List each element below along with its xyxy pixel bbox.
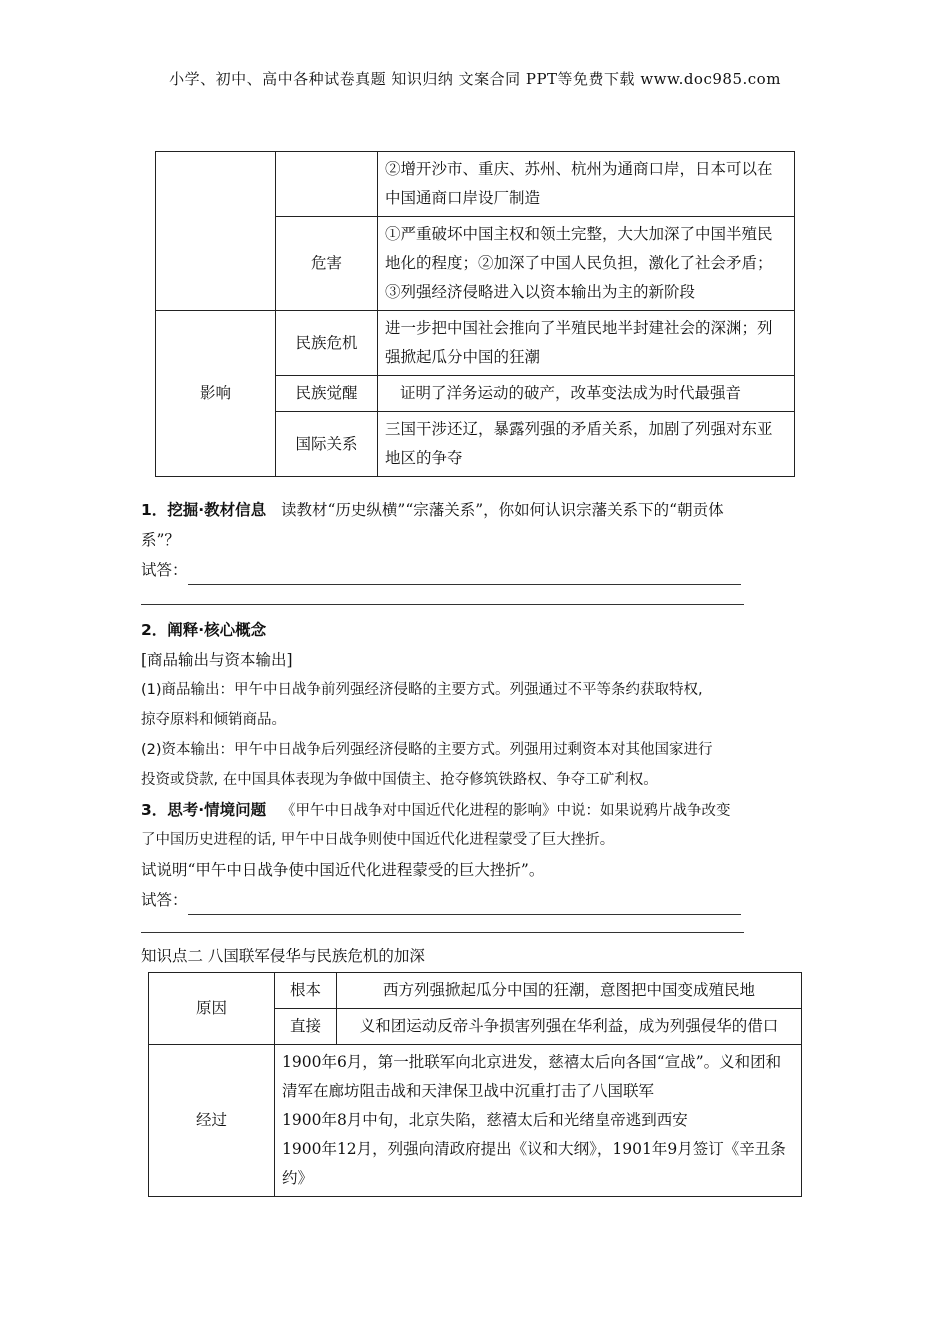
- table-cell: ②增开沙市、重庆、苏州、杭州为通商口岸，日本可以在中国通商口岸设厂制造: [378, 152, 795, 217]
- eight-nation-alliance-table: [148, 972, 802, 1197]
- table-cell: 义和团运动反帝斗争损害列强在华利益，成为列强侵华的借口: [337, 1009, 802, 1045]
- table-row: [149, 973, 802, 1009]
- question-1-line: [141, 496, 724, 525]
- question-3-text: 《甲午中日战争对中国近代化进程的影响》中说：如果说鸦片战争改变: [280, 803, 731, 819]
- answer-label: 试答：: [141, 891, 188, 909]
- table-cell-label: 民族危机: [276, 311, 378, 376]
- treaty-table: [155, 151, 795, 477]
- table-cell: 进一步把中国社会推向了半殖民地半封建社会的深渊；列强掀起瓜分中国的狂潮: [378, 311, 795, 376]
- paragraph-line: (1)商品输出：甲午中日战争前列强经济侵略的主要方式。列强通过不平等条约获取特权,: [141, 682, 703, 698]
- table-cell-label: 危害: [276, 217, 378, 311]
- question-3-prompt: 试说明“甲午中日战争使中国近代化进程蒙受的巨大挫折”。: [141, 861, 545, 879]
- answer-blank-line[interactable]: [141, 604, 744, 605]
- question-1-text: 读教材“历史纵横”“宗藩关系”，你如何认识宗藩关系下的“朝贡体: [280, 501, 724, 519]
- table-cell-label: 原因: [149, 973, 275, 1045]
- answer-line-1: [141, 556, 741, 585]
- question-2-subtitle: [商品输出与资本输出]: [141, 651, 293, 669]
- table-cell-label: 国际关系: [276, 412, 378, 477]
- table-cell: 证明了洋务运动的破产，改革变法成为时代最强音: [378, 376, 795, 412]
- paragraph-line: 投资或贷款, 在中国具体表现为争做中国债主、抢夺修筑铁路权、争夺工矿利权。: [141, 772, 658, 788]
- table-cell-label: 直接: [275, 1009, 337, 1045]
- table-cell-empty: [276, 152, 378, 217]
- answer-line-3: [141, 886, 741, 915]
- question-1-title: 1．挖掘·教材信息: [141, 501, 267, 519]
- paragraph-line: 掠夺原料和倾销商品。: [141, 712, 286, 728]
- question-3-text-cont: 了中国历史进程的话, 甲午中日战争则使中国近代化进程蒙受了巨大挫折。: [141, 832, 615, 848]
- table-cell: 三国干涉还辽，暴露列强的矛盾关系，加剧了列强对东亚地区的争夺: [378, 412, 795, 477]
- table-cell-label: 根本: [275, 973, 337, 1009]
- table-cell-label: 民族觉醒: [276, 376, 378, 412]
- answer-label: 试答：: [141, 561, 188, 579]
- page-header: 小学、初中、高中各种试卷真题 知识归纳 文案合同 PPT等免费下载 www.doc985.com: [169, 70, 781, 88]
- paragraph-line: (2)资本输出：甲午中日战争后列强经济侵略的主要方式。列强用过剩资本对其他国家进行: [141, 742, 713, 758]
- question-3-title: 3．思考·情境问题: [141, 801, 267, 819]
- table-cell-label: 经过: [149, 1045, 275, 1197]
- table-cell: 西方列强掀起瓜分中国的狂潮，意图把中国变成殖民地: [337, 973, 802, 1009]
- table-cell-label: 影响: [156, 311, 276, 477]
- question-3-line: [141, 796, 730, 826]
- process-line: 1900年6月，第一批联军向北京进发，慈禧太后向各国“宣战”。义和团和清军在廊坊阻击战和天津保卫战中沉重打击了八国联军: [282, 1053, 782, 1100]
- section-title: 知识点二 八国联军侵华与民族危机的加深: [141, 947, 425, 965]
- table-row: [156, 152, 795, 217]
- answer-blank[interactable]: [188, 894, 741, 915]
- answer-blank-line[interactable]: [141, 932, 744, 933]
- table-cell-empty: [156, 152, 276, 311]
- process-line: 1900年12月，列强向清政府提出《议和大纲》，1901年9月签订《辛丑条约》: [282, 1140, 786, 1187]
- table-cell: ①严重破坏中国主权和领土完整，大大加深了中国半殖民地化的程度；②加深了中国人民负担，激化了社会矛盾；③列强经济侵略进入以资本输出为主的新阶段: [378, 217, 795, 311]
- table-row: [149, 1045, 802, 1197]
- table-cell: [275, 1045, 802, 1197]
- question-2-title: 2．阐释·核心概念: [141, 621, 267, 639]
- table-row: [156, 311, 795, 376]
- question-1-text-cont: 系”？: [141, 531, 180, 549]
- answer-blank[interactable]: [188, 564, 741, 585]
- process-line: 1900年8月中旬，北京失陷，慈禧太后和光绪皇帝逃到西安: [282, 1111, 688, 1129]
